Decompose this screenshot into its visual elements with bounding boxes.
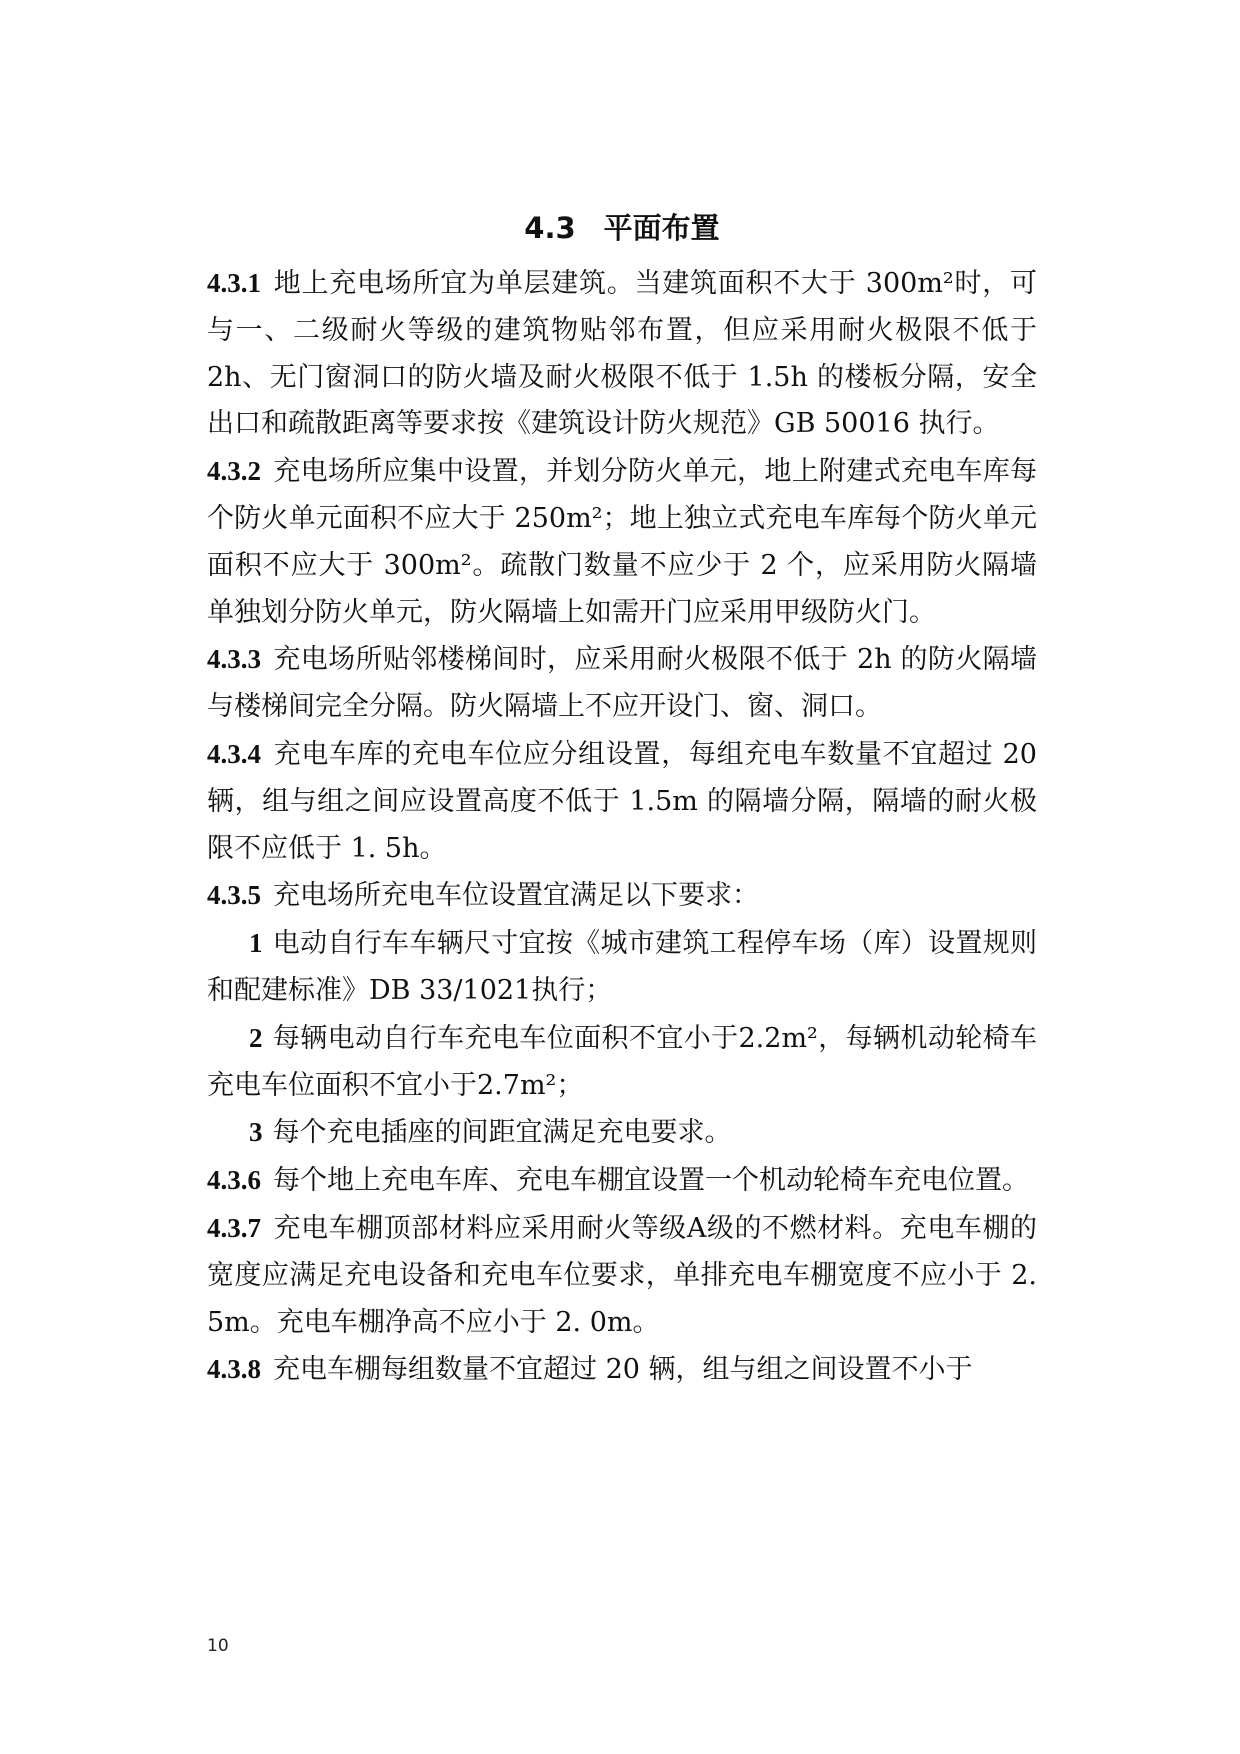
clause-4-3-4 (207, 731, 1037, 872)
item-text: 电动自行车车辆尺寸宜按《城市建筑工程停车场（库）设置规则和配建标准》DB 33/1021执行； (207, 928, 1037, 1006)
clause-number: 4.3.5 (207, 880, 261, 911)
item-number: 1 (249, 928, 263, 959)
page-content (207, 200, 1037, 1394)
item-text: 每个充电插座的间距宜满足充电要求。 (272, 1117, 732, 1149)
item-number: 3 (249, 1117, 263, 1148)
clause-4-3-7 (207, 1205, 1037, 1346)
section-title-text: 平面布置 (603, 211, 720, 245)
clause-4-3-1 (207, 260, 1037, 448)
clause-number: 4.3.4 (207, 738, 261, 769)
section-title (207, 200, 1037, 256)
clause-number: 4.3.1 (207, 268, 261, 298)
clause-text: 充电场所充电车位设置宜满足以下要求： (273, 880, 759, 912)
clause-4-3-8 (207, 1346, 1037, 1394)
clause-text: 充电场所贴邻楼梯间时，应采用耐火极限不低于 2h 的防火隔墙与楼梯间完全分隔。防火隔墙上不应开设门、窗、洞口。 (207, 644, 1037, 723)
clause-4-3-5 (207, 872, 1037, 920)
clause-number: 4.3.3 (207, 644, 261, 675)
clause-text: 充电场所应集中设置，并划分防火单元，地上附建式充电车库每个防火单元面积不应大于 250m²；地上独立式充电车库每个防火单元面积不应大于 300m²。疏散门数量不应少于 2 个，应采用防火隔墙单独划分防火单元，防火隔墙上如需开门应采用甲级防火门。 (207, 456, 1037, 628)
clause-text: 充电车棚每组数量不宜超过 20 辆，组与组之间设置不小于 (273, 1354, 973, 1386)
clause-4-3-6 (207, 1157, 1037, 1205)
clause-4-3-3 (207, 636, 1037, 731)
clause-text: 地上充电场所宜为单层建筑。当建筑面积不大于 300m²时，可与一、二级耐火等级的建筑物贴邻布置，但应采用耐火极限不低于 2h、无门窗洞口的防火墙及耐火极限不低于 1.5h 的楼板分隔，安全出口和疏散距离等要求按《建筑设计防火规范》GB 50016 执行。 (207, 268, 1037, 440)
item-text: 每辆电动自行车充电车位面积不宜小于2.2m²，每辆机动轮椅车充电车位面积不宜小于2.7m²； (207, 1022, 1037, 1101)
clause-number: 4.3.2 (207, 456, 261, 487)
clause-text: 每个地上充电车库、充电车棚宜设置一个机动轮椅车充电位置。 (273, 1165, 1029, 1197)
clause-number: 4.3.6 (207, 1165, 261, 1196)
clause-number: 4.3.8 (207, 1354, 261, 1385)
clause-4-3-5-item-2 (207, 1015, 1037, 1110)
clause-number: 4.3.7 (207, 1212, 261, 1243)
clause-4-3-5-item-3 (207, 1109, 1037, 1157)
item-number: 2 (249, 1022, 263, 1053)
page-number: 10 (207, 1636, 229, 1656)
clause-text: 充电车棚顶部材料应采用耐火等级A级的不燃材料。充电车棚的宽度应满足充电设备和充电车位要求，单排充电车棚宽度不应小于 2. 5m。充电车棚净高不应小于 2. 0m。 (207, 1212, 1037, 1338)
section-number: 4.3 (524, 211, 576, 245)
clause-4-3-2 (207, 448, 1037, 636)
clause-4-3-5-item-1 (207, 920, 1037, 1015)
clause-text: 充电车库的充电车位应分组设置，每组充电车数量不宜超过 20 辆，组与组之间应设置高度不低于 1.5m 的隔墙分隔，隔墙的耐火极限不应低于 1. 5h。 (207, 738, 1037, 864)
